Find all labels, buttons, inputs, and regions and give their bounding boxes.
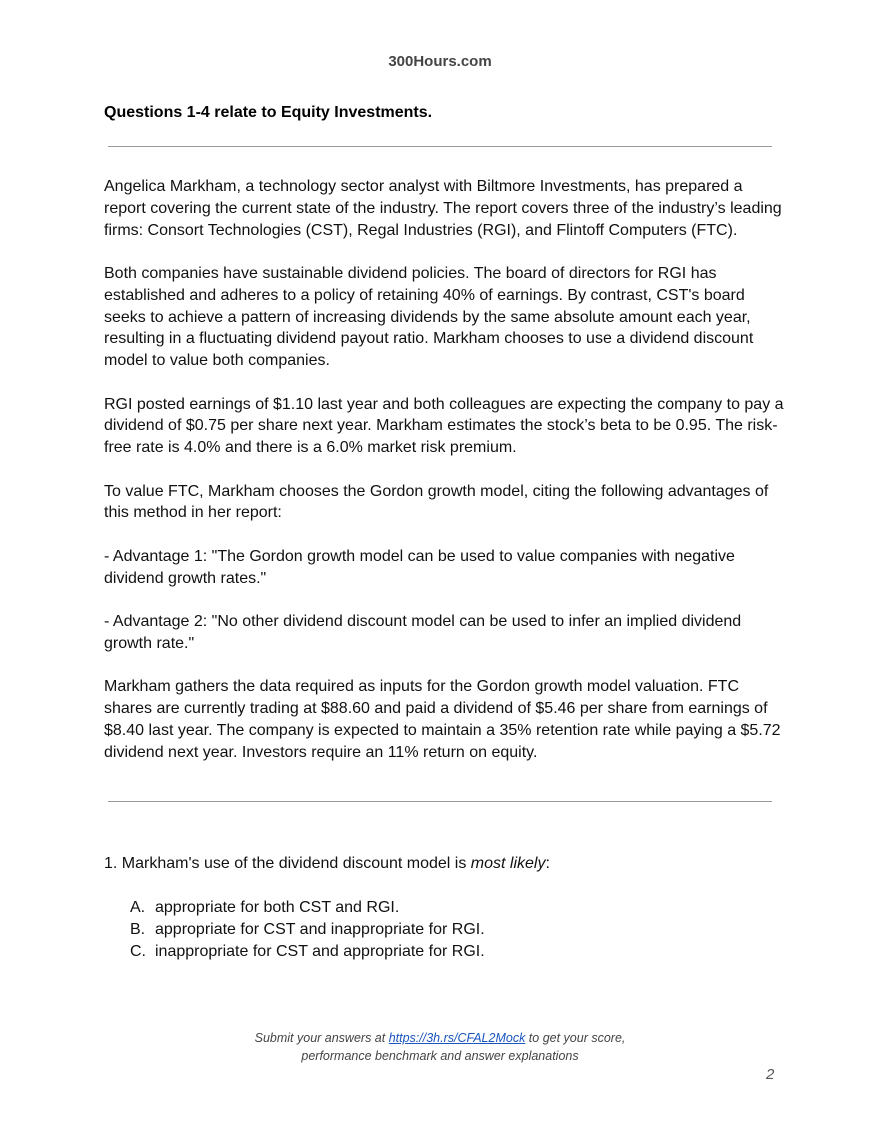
passage-paragraph: - Advantage 2: "No other dividend discount model can be used to infer an implied dividend growth rate." — [104, 612, 742, 652]
footer-after-link: to get your score, — [525, 1031, 626, 1045]
page-footer — [0, 1029, 880, 1065]
passage-paragraph: Markham gathers the data required as inputs for the Gordon growth model valuation. FTC shares are currently trading at $88.60 and paid a dividend of $5.46 per share from earnings of $8.40 last year. The company is expected to maintain a 35% retention rate while paying a $5.72 dividend next year. Investors require an 11% return on equity. — [104, 678, 781, 761]
passage-paragraph: Angelica Markham, a technology sector analyst with Biltmore Investments, has prepared a report covering the current state of the industry. The report covers three of the industry’s leading firms: Consort Technologies (CST), Regal Industries (RGI), and Flintoff Computers (FTC). — [104, 178, 782, 239]
answer-options — [130, 897, 485, 962]
site-header: 300Hours.com — [388, 53, 492, 70]
passage-paragraph: Both companies have sustainable dividend policies. The board of directors for RGI has established and adheres to a policy of retaining 40% of earnings. By contrast, CST's board seeks to achieve a pattern of increasing dividends by the same absolute amount each year, resulting in a fluctuating dividend payout ratio. Markham chooses to use a dividend discount model to value both companies. — [104, 264, 754, 370]
footer-line-2: performance benchmark and answer explanations — [301, 1049, 579, 1063]
answer-option-a — [130, 897, 485, 919]
option-letter: C. — [130, 942, 146, 960]
passage-paragraph: - Advantage 1: "The Gordon growth model can be used to value companies with negative dividend growth rates." — [104, 547, 735, 587]
footer-before-link: Submit your answers at — [254, 1031, 389, 1045]
answer-option-c — [130, 941, 485, 963]
answer-option-b — [130, 919, 485, 941]
option-letter: B. — [130, 920, 146, 938]
option-text: appropriate for both CST and RGI. — [155, 899, 400, 916]
question-suffix: : — [545, 855, 550, 872]
question-prefix: 1. Markham's use of the dividend discount model is — [104, 855, 471, 872]
option-text: appropriate for CST and inappropriate for RGI. — [155, 920, 485, 938]
passage-paragraph: RGI posted earnings of $1.10 last year and both colleagues are expecting the company to pay a dividend of $0.75 per share next year. Markham estimates the stock’s beta to be 0.95. The risk-free rate is 4.0% and there is a 6.0% market risk premium. — [104, 395, 784, 457]
case-passage — [104, 176, 784, 763]
question-1-stem — [104, 853, 784, 875]
bottom-divider — [108, 801, 772, 802]
option-letter: A. — [130, 899, 146, 916]
option-text: inappropriate for CST and appropriate for RGI. — [155, 942, 485, 960]
page-number: 2 — [766, 1066, 775, 1083]
passage-paragraph: To value FTC, Markham chooses the Gordon growth model, citing the following advantages of this method in her report: — [104, 482, 769, 522]
mock-exam-link[interactable]: https://3h.rs/CFAL2Mock — [388, 1031, 526, 1045]
section-title: Questions 1-4 relate to Equity Investments. — [104, 104, 433, 121]
top-divider — [108, 146, 772, 147]
question-emphasis: most likely — [470, 855, 546, 872]
footer-line-1 — [0, 1029, 880, 1047]
